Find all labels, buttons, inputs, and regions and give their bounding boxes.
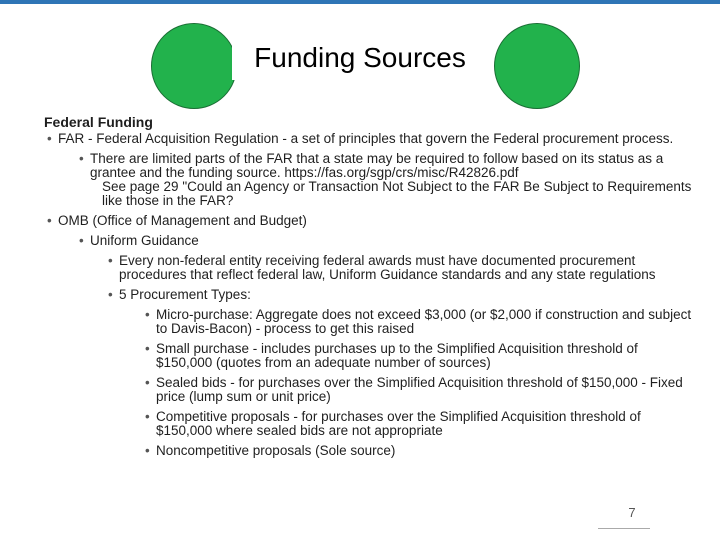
top-accent-rule [0, 0, 720, 4]
bullet-far-limited-parts [90, 152, 694, 208]
bullet-type-competitive-proposals: • Competitive proposals - for purchases over the Simplified Acquisition threshold of $150,000 where sealed bids are not appropriate [156, 410, 694, 438]
page-number: 7 [628, 505, 636, 520]
far-limited-parts-text: There are limited parts of the FAR that a state may be required to follow based on its status as a grantee and the funding source. https://fas.org/sgp/crs/misc/R42826.pdf [90, 151, 664, 180]
bullet-type-small-purchase: • Small purchase - includes purchases up to the Simplified Acquisition threshold of $150,000 (quotes from an adequate number of sources) [156, 342, 694, 370]
section-heading: Federal Funding [44, 114, 153, 130]
bullet-omb: • OMB (Office of Management and Budget) [58, 214, 694, 228]
green-circle-left [151, 23, 237, 109]
bullet-nonfederal-entity: • Every non-federal entity receiving federal awards must have documented procurement procedures that reflect federal law, Uniform Guidance standards and any state regulations [119, 254, 694, 282]
bullet-type-noncompetitive-proposals: • Noncompetitive proposals (Sole source) [156, 444, 694, 458]
bullet-type-sealed-bids: • Sealed bids - for purchases over the Simplified Acquisition threshold of $150,000 - Fixed price (lump sum or unit price) [156, 376, 694, 404]
bullet-list [44, 132, 694, 458]
slide-content [44, 115, 694, 464]
green-circle-right [494, 23, 580, 109]
bullet-procurement-types: • 5 Procurement Types: [119, 288, 694, 302]
footer-rule [598, 528, 650, 529]
slide-title: Funding Sources [232, 36, 488, 80]
far-see-page-text: See page 29 "Could an Agency or Transaction Not Subject to the FAR Be Subject to Requirements like those in the FAR? [102, 179, 692, 208]
bullet-type-micro-purchase: • Micro-purchase: Aggregate does not exceed $3,000 (or $2,000 if construction and subject to Davis-Bacon) - process to get this raised [156, 308, 694, 336]
bullet-far: • FAR - Federal Acquisition Regulation - a set of principles that govern the Federal procurement process. [58, 132, 694, 146]
bullet-uniform-guidance: • Uniform Guidance [90, 234, 694, 248]
